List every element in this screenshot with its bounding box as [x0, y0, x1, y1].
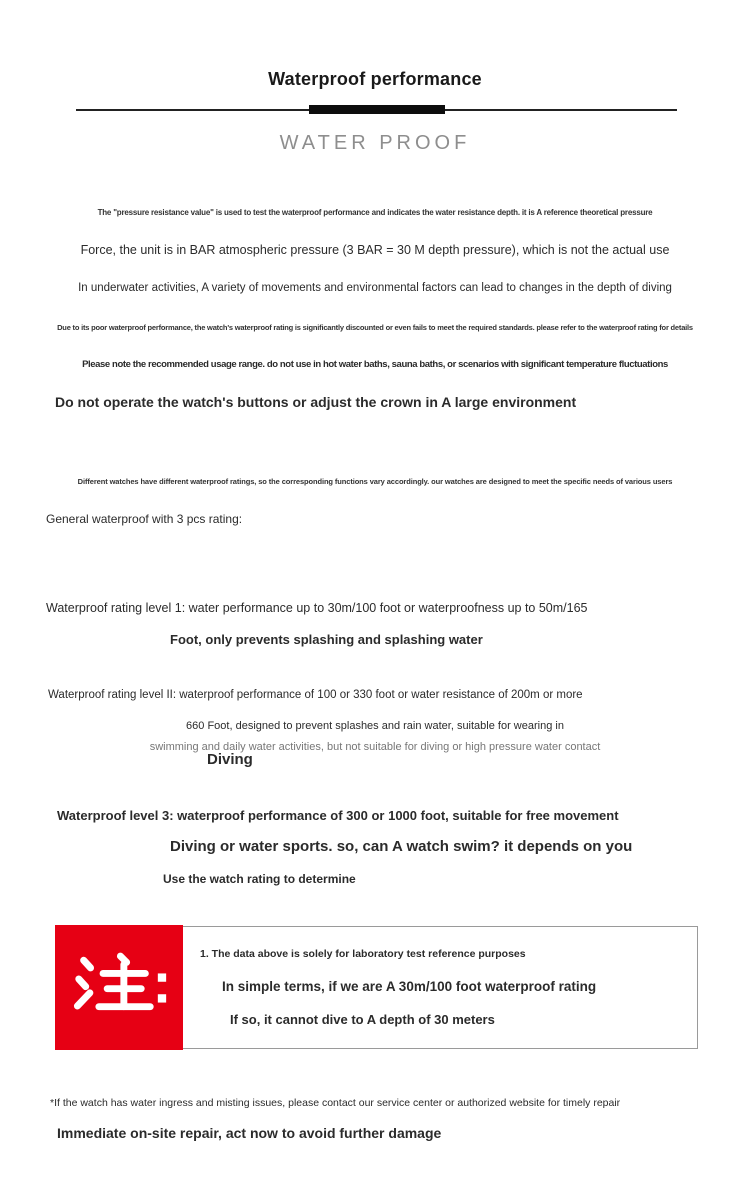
rating-level2-clipped-line — [0, 736, 750, 753]
intro-usage-range-text: Please note the recommended usage range. do not use in hot water baths, sauna baths, or scenarios with significant temperature fluctuations — [82, 359, 668, 370]
rating-level3-line2: Diving or water sports. so, can A watch swim? it depends on you — [170, 838, 633, 855]
rating-level1-line2: Foot, only prevents splashing and splashing water — [170, 632, 483, 647]
rating-level2-line1: Waterproof rating level II: waterproof performance of 100 or 330 foot or water resistance of 200m or more — [48, 689, 583, 701]
rating-level3-line1: Waterproof level 3: waterproof performance of 300 or 1000 foot, suitable for free movement — [57, 808, 619, 823]
intro-poor-performance-text: Due to its poor waterproof performance, the watch's waterproof rating is significantly discounted or even fails to meet the required standards. please refer to the waterproof rating for details — [57, 323, 693, 332]
intro-underwater-text: In underwater activities, A variety of movements and environmental factors can lead to changes in the depth of diving — [78, 282, 672, 294]
footer-repair-text: Immediate on-site repair, act now to avoid further damage — [57, 1125, 442, 1141]
note-red-badge — [55, 925, 183, 1050]
intro-bar-pressure-text: Force, the unit is in BAR atmospheric pressure (3 BAR = 30 M depth pressure), which is not the actual use — [80, 243, 670, 257]
rating-level3-line3: Use the watch rating to determine — [163, 872, 356, 886]
divider-line-accent — [309, 105, 445, 114]
rating-level2-clipped-text: swimming and daily water activities, but not suitable for diving or high pressure water contact — [149, 741, 601, 753]
note-line3: If so, it cannot dive to A depth of 30 meters — [230, 1012, 495, 1027]
intro-do-not-operate-text: Do not operate the watch's buttons or adjust the crown in A large environment — [55, 394, 577, 410]
zhu-note-icon — [67, 950, 171, 1026]
rating-level2-line2: 660 Foot, designed to prevent splashes and rain water, suitable for wearing in — [186, 720, 564, 732]
rating-level1-line1: Waterproof rating level 1: water performance up to 30m/100 foot or waterproofness up to 50m/165 — [46, 601, 588, 615]
intro-different-watches-text: Different watches have different waterproof ratings, so the corresponding functions vary accordingly. our watches are designed to meet the specific needs of various users — [77, 477, 673, 486]
note-line1: 1. The data above is solely for laboratory test reference purposes — [200, 948, 526, 960]
note-line2: In simple terms, if we are A 30m/100 foot waterproof rating — [222, 979, 597, 994]
page-title: Waterproof performance — [268, 69, 482, 89]
intro-pressure-value-text: The "pressure resistance value" is used to test the waterproof performance and indicates the water resistance depth. it is A reference theoretical pressure — [97, 208, 653, 217]
intro-general-rating-text: General waterproof with 3 pcs rating: — [46, 512, 243, 526]
footer-service-text: *If the watch has water ingress and misting issues, please contact our service center or authorized website for timely repair — [50, 1097, 621, 1109]
rating-level2-diving-label: Diving — [207, 751, 253, 768]
watermark-subtitle: WATER PROOF — [279, 132, 471, 154]
